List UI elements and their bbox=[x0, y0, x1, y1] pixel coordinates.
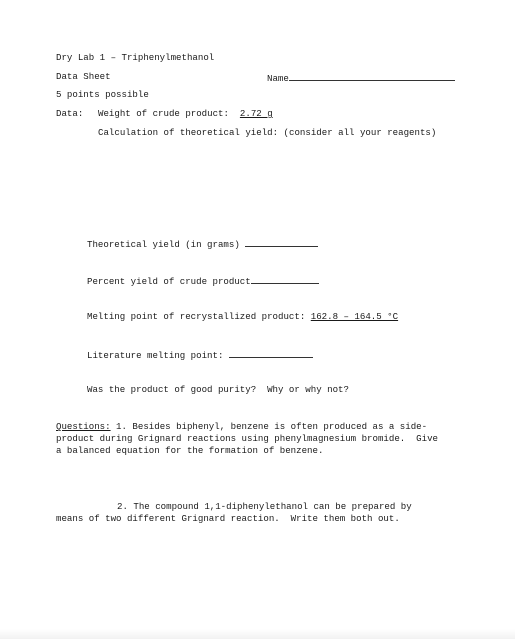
data-sheet-label: Data Sheet bbox=[56, 71, 111, 82]
percent-yield-blank[interactable] bbox=[251, 274, 319, 284]
questions-heading: Questions: bbox=[56, 421, 111, 432]
data-label: Data: bbox=[56, 108, 84, 119]
literature-mp-blank[interactable] bbox=[229, 348, 313, 358]
literature-mp-label: Literature melting point: bbox=[87, 350, 224, 361]
question-1-line-1 bbox=[56, 421, 427, 432]
question-1-line-2: product during Grignard reactions using phenylmagnesium bromide. Give bbox=[56, 433, 438, 444]
name-field[interactable] bbox=[267, 71, 455, 84]
weight-row bbox=[98, 108, 273, 119]
purity-question: Was the product of good purity? Why or why not? bbox=[87, 384, 349, 395]
question-2-line-1: 2. The compound 1,1-diphenylethanol can be prepared by bbox=[117, 501, 412, 512]
literature-mp-row[interactable] bbox=[87, 348, 313, 361]
weight-value: 2.72 g bbox=[239, 108, 273, 119]
percent-yield-label: Percent yield of crude product bbox=[87, 276, 251, 287]
name-label: Name bbox=[267, 73, 289, 84]
question-2-line-2: means of two different Grignard reaction. Write them both out. bbox=[56, 513, 400, 524]
melting-point-row bbox=[87, 311, 398, 322]
melting-point-value: 162.8 – 164.5 °C bbox=[310, 311, 399, 322]
theoretical-yield-blank[interactable] bbox=[245, 237, 318, 247]
theoretical-yield-row[interactable] bbox=[87, 237, 318, 250]
percent-yield-row[interactable] bbox=[87, 274, 319, 287]
weight-label: Weight of crude product: bbox=[98, 108, 229, 119]
document-title: Dry Lab 1 – Triphenylmethanol bbox=[56, 52, 215, 63]
name-blank[interactable] bbox=[289, 71, 455, 81]
question-1-text: 1. Besides biphenyl, benzene is often produced as a side- bbox=[110, 421, 428, 432]
calc-label: Calculation of theoretical yield: (consider all your reagents) bbox=[98, 127, 437, 138]
points-possible: 5 points possible bbox=[56, 89, 149, 100]
theoretical-yield-label: Theoretical yield (in grams) bbox=[87, 239, 240, 250]
question-1-line-3: a balanced equation for the formation of benzene. bbox=[56, 445, 324, 456]
melting-point-label: Melting point of recrystallized product: bbox=[87, 311, 306, 322]
page-bottom-edge bbox=[0, 629, 515, 639]
